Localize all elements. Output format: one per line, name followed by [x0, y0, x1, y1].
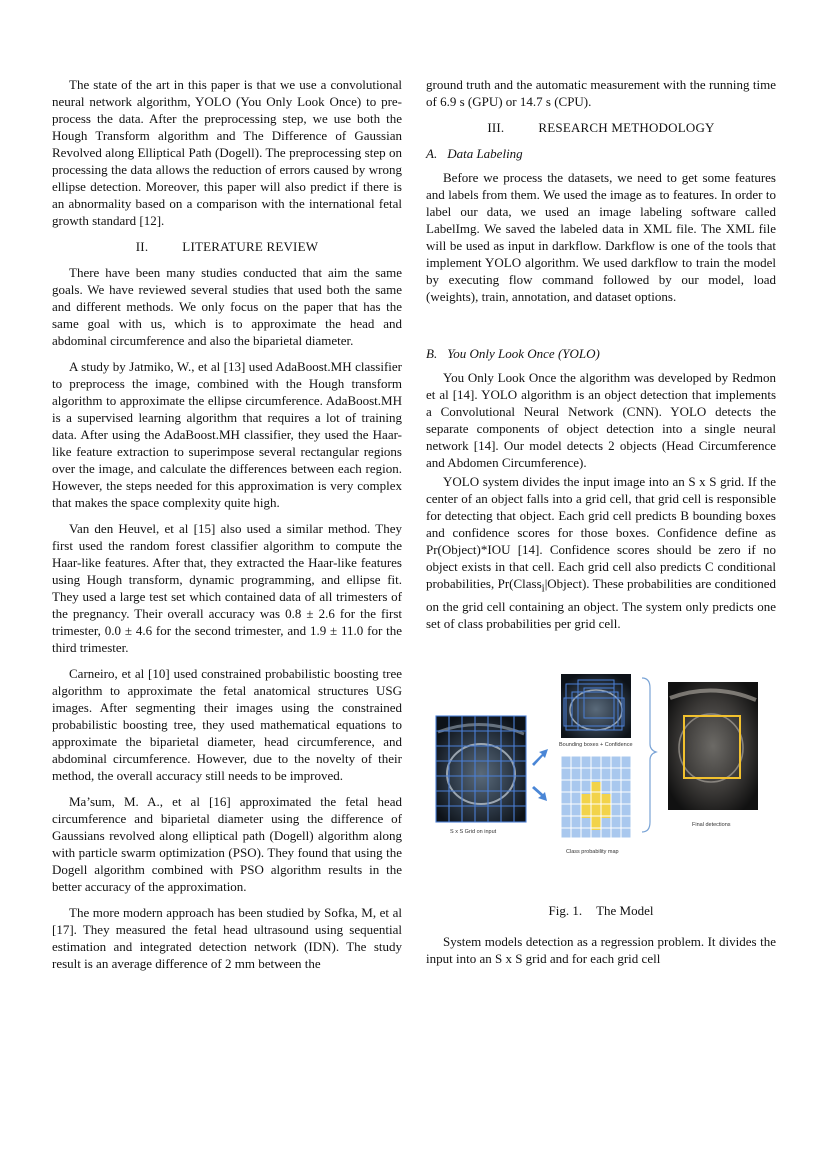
paragraph: There have been many studies conducted that aim the same goals. We have reviewed several studies that used both the same and different methods. We only focus on the paper that has the same goal with us, which is to approximate the head and abdominal circumference and also the biparietal diameter.	[52, 265, 402, 348]
paragraph: You Only Look Once the algorithm was developed by Redmon et al [14]. YOLO algorithm is an object detection that implements a Convolutional Neural Network (CNN). YOLO detects the separate components of object detection into a single neural network [14]. Our model detects 2 objects (Head Circumference and Abdomen Circumference).	[426, 370, 776, 470]
paragraph: System models detection as a regression problem. It divides the input into an S x S grid and for each grid cell	[426, 933, 776, 966]
subsection-heading-yolo	[426, 345, 776, 362]
section-title: RESEARCH METHODOLOGY	[538, 120, 715, 135]
section-heading-research-methodology	[426, 119, 776, 136]
paragraph	[426, 473, 776, 632]
subscript: i	[541, 582, 545, 595]
subsection-title: Data Labeling	[447, 146, 523, 161]
section-heading-literature-review	[52, 238, 402, 255]
label-class-probability: Class probability map	[566, 848, 619, 855]
bounding-boxes-image	[559, 674, 633, 748]
subsection-letter: B.	[426, 346, 438, 361]
right-column	[426, 76, 776, 976]
subsection-title: You Only Look Once (YOLO)	[447, 346, 600, 361]
final-detections-image	[668, 682, 758, 828]
arrow-icon	[532, 749, 548, 801]
figure-title: The Model	[596, 902, 654, 918]
input-grid-image	[436, 716, 526, 835]
subsection-letter: A.	[426, 146, 438, 161]
figure-illustration	[426, 672, 776, 890]
class-probability-map	[561, 756, 631, 855]
left-column	[52, 76, 402, 981]
label-grid-input: S x S Grid on input	[450, 828, 497, 835]
subsection-heading-data-labeling	[426, 145, 776, 162]
figure-number: Fig. 1.	[548, 902, 583, 918]
paragraph: A study by Jatmiko, W., et al [13] used AdaBoost.MH classifier to preprocess the image, combined with the Hough transform algorithm to approximate the ellipse circumference. AdaBoost.MH is a supervised learning algorithm that requires a lot of training data. After using the AdaBoost.MH classifier, they used the Haar-like feature extraction to superimpose several rectangular regions over the image, and calculate the differences between each region. However, the steps needed for this approximation is very complex that makes the space complexity quite high.	[52, 359, 402, 510]
paragraph: Ma’sum, M. A., et al [16] approximated the fetal head circumference and biparietal diameter using the difference of Gaussians revolved along elliptical path (Dogell) algorithm along with particle swarm optimization (PSO). They found that using the Dogell algorithm combined with PSO algorithm results in the better accuracy of the approximation.	[52, 794, 402, 894]
section-number: II.	[135, 239, 149, 254]
paragraph: Carneiro, et al [10] used constrained probabilistic boosting tree algorithm to approximate the fetal anatomical structures USG images. After segmenting their images using the constrained probabilistic boosting tree, they used mathematical equations to approximate the biparietal diameter, head circumference, and abdominal circumference. However, due to the novelty of their method, the overall accuracy still needs to be improved.	[52, 666, 402, 783]
paragraph-text: YOLO system divides the input image into an S x S grid. If the center of an object falls into a grid cell, that grid cell is responsible for detecting that object. Each grid cell predicts B bounding boxes and confidence scores for those boxes. Confidence define as Pr(Object)*IOU [14]. Confidence scores should be zero if no object exists in that cell. Each grid cell also predicts C conditional probabilities, Pr(Class	[426, 474, 776, 591]
paragraph: Van den Heuvel, et al [15] also used a similar method. They first used the random forest classifier algorithm to compute the Haar-like features. After that, they extracted the Haar-like features using Hough transform, dynamic programming, and ellipse fit. They used a large test set which contained data of all trimesters of the pregnancy. Their overall accuracy was 0.8 ± 2.6 for the first trimester, 0.0 ± 4.6 for the second trimester, and 1.9 ± 11.0 for the third trimester.	[52, 521, 402, 655]
label-final-detections: Final detections	[692, 821, 731, 828]
section-number: III.	[487, 120, 505, 135]
paragraph-text: |Object). These probabilities are conditioned on the grid cell containing an object. The system only predicts one set of class probabilities per grid cell.	[426, 576, 777, 631]
figure-caption	[426, 902, 776, 919]
paragraph: Before we process the datasets, we need to get some features and labels from them. We used the image as to features. In order to label our data, we used an image labeling software called LabelImg. We saved the labeled data in XML file. The XML file will be used as input in darkflow. Darkflow is one of the tools that implement YOLO algorithm. We used darkflow to train the model by executing flow command followed by our model, load (weights), train, annotation, and dataset options.	[426, 170, 776, 304]
section-title: LITERATURE REVIEW	[182, 239, 319, 254]
label-bounding-boxes: Bounding boxes + Confidence	[559, 741, 633, 748]
figure-yolo-model	[426, 672, 776, 890]
bracket-icon	[642, 678, 656, 832]
paragraph: The more modern approach has been studied by Sofka, M, et al [17]. They measured the fetal head ultrasound using sequential estimation and integrated detection network (IDN). The study result is an average difference of 2 mm between the	[52, 905, 402, 971]
paragraph: ground truth and the automatic measurement with the running time of 6.9 s (GPU) or 14.7 s (CPU).	[426, 77, 776, 109]
paragraph: The state of the art in this paper is that we use a convolutional neural network algorithm, YOLO (You Only Look Once) to pre-process the data. After the preprocessing step, we use both the Hough Transform algorithm and The Difference of Gaussian Revolved along Elliptical Path (Dogell). The preprocessing step on processing the data allows the reduction of errors caused by wrong ellipse detection. Moreover, this paper will also predict if there is an abnormality based on a comparison with the international fetal growth standard [12].	[52, 77, 402, 228]
